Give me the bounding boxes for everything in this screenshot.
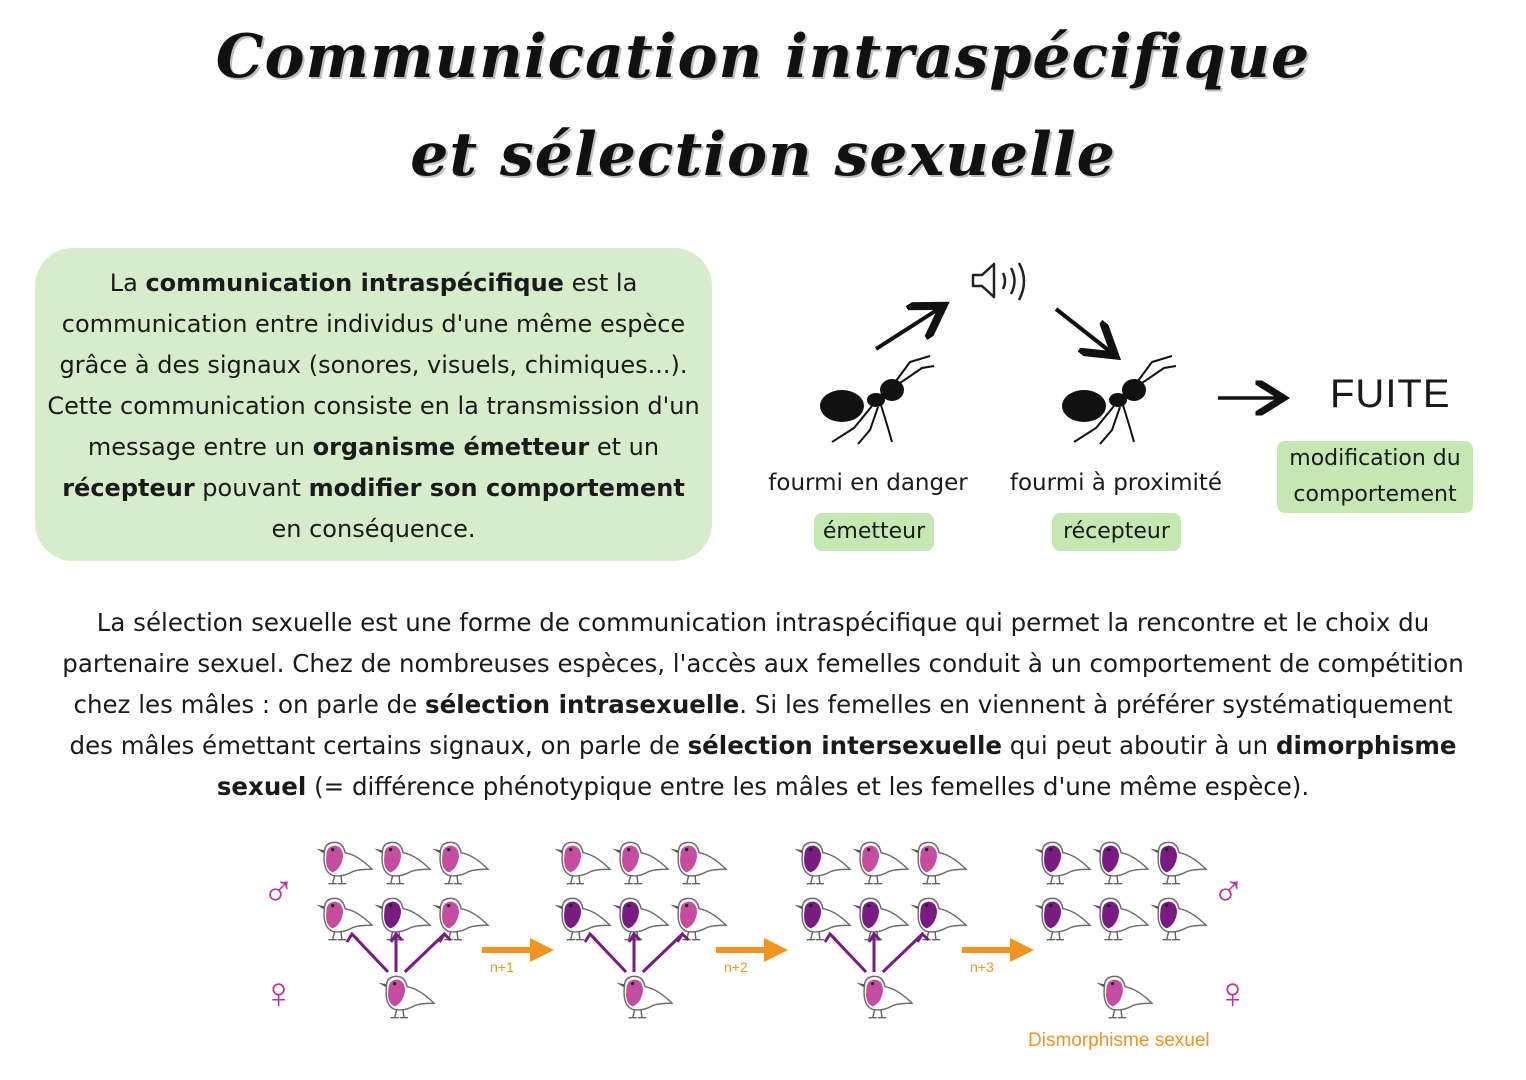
term-dimorphism: dimorphisme sexuel: [216, 731, 1457, 801]
definition-text: et un: [589, 433, 660, 461]
preference-arrow: [629, 934, 640, 972]
arrow-icon: [876, 308, 940, 349]
receiver-role-badge: récepteur: [1052, 513, 1181, 551]
bird-icon: [316, 898, 372, 939]
generation-arrow: [962, 938, 1034, 975]
bird-icon: [852, 842, 908, 883]
female-symbol: ♀: [1216, 969, 1249, 1018]
bird-icon: [432, 842, 488, 883]
preference-arrow: [391, 934, 402, 972]
ant-icon: [1062, 356, 1176, 444]
paragraph-text: (= différence phénotypique entre les mâles et les femelles d'une même espèce).: [306, 772, 1310, 801]
result-label: FUITE: [1330, 372, 1451, 416]
bird-icon: [612, 842, 668, 883]
definition-term-behaviour: modifier son comportement: [308, 474, 685, 502]
male-symbol: ♂: [262, 867, 295, 916]
result-role-badge: modification du comportement: [1277, 441, 1473, 513]
paragraph-text: qui peut aboutir à un: [1001, 731, 1276, 760]
preference-arrow: [347, 934, 388, 972]
definition-text: est la communication entre individus d'une même espèce grâce à des signaux (sonores, visuels, chimiques...). Cette communication consiste en la transmission d'un message entre un: [47, 269, 700, 461]
preference-arrow: [585, 934, 626, 972]
bird-icon: [856, 976, 912, 1017]
sender-label: fourmi en danger: [768, 470, 968, 496]
paragraph-text: La sélection sexuelle est une forme de communication intraspécifique qui permet la rencontre et le choix du partenaire sexuel. Chez de nombreuses espèces, l'accès aux femelles conduit à un comportement de compétition chez les mâles : on parle de: [62, 608, 1464, 719]
definition-text: pouvant: [194, 474, 309, 502]
definition-term-receiver: récepteur: [62, 474, 195, 502]
definition-term-communication: communication intraspécifique: [145, 269, 564, 297]
bird-icon: [670, 898, 726, 939]
sexual-selection-paragraph: [60, 602, 1466, 807]
receiver-label: fourmi à proximité: [1009, 470, 1223, 496]
definition-term-emitter: organisme émetteur: [312, 433, 590, 461]
preference-arrow: [883, 934, 929, 972]
bird-icon: [554, 842, 610, 883]
term-intrasexual: sélection intrasexuelle: [425, 690, 740, 719]
bird-icon: [910, 898, 966, 939]
definition-text: en conséquence.: [271, 515, 476, 543]
sender-role-badge: émetteur: [814, 513, 934, 551]
bird-icon: [554, 898, 610, 939]
female-symbol: ♀: [262, 969, 295, 1018]
bird-icon: [1092, 842, 1148, 883]
bird-icon: [1096, 976, 1152, 1017]
bird-icon: [374, 842, 430, 883]
generation-arrow: [482, 938, 554, 975]
bird-icon: [1034, 842, 1090, 883]
preference-arrow: [643, 934, 689, 972]
paragraph-text: . Si les femelles en viennent à préférer systématiquement des mâles émettant certains signaux, on parle de: [69, 690, 1453, 760]
dimorphism-caption: Dismorphisme sexuel: [1028, 1030, 1210, 1051]
bird-icon: [852, 898, 908, 939]
bird-icon: [794, 898, 850, 939]
bird-icon: [1150, 898, 1206, 939]
bird-icon: [1034, 898, 1090, 939]
generation-arrow: [716, 938, 788, 975]
sound-icon: [973, 263, 1024, 300]
definition-box: [35, 248, 712, 561]
bird-icon: [378, 976, 434, 1017]
ant-icon: [820, 356, 934, 444]
arrow-icon: [1056, 309, 1112, 353]
term-intersexual: sélection intersexuelle: [687, 731, 1002, 760]
bird-icon: [1150, 842, 1206, 883]
generation-label: n+1: [490, 959, 514, 975]
generation-label: n+3: [970, 959, 994, 975]
bird-icon: [432, 898, 488, 939]
bird-icon: [910, 842, 966, 883]
definition-text: La: [109, 269, 146, 297]
bird-icon: [616, 976, 672, 1017]
preference-arrow: [405, 934, 451, 972]
male-symbol: ♂: [1212, 867, 1245, 916]
bird-icon: [612, 898, 668, 939]
generation-label: n+2: [724, 959, 748, 975]
preference-arrow: [825, 934, 866, 972]
ant-diagram: [760, 255, 1320, 455]
bird-icon: [316, 842, 372, 883]
bird-icon: [794, 842, 850, 883]
preference-arrow: [869, 934, 880, 972]
bird-icon: [1092, 898, 1148, 939]
sexual-selection-figure: [0, 820, 1526, 1060]
bird-icon: [374, 898, 430, 939]
title-line-1: Communication intraspécifique: [215, 22, 1311, 92]
bird-icon: [670, 842, 726, 883]
title-line-2: et sélection sexuelle: [410, 120, 1116, 190]
